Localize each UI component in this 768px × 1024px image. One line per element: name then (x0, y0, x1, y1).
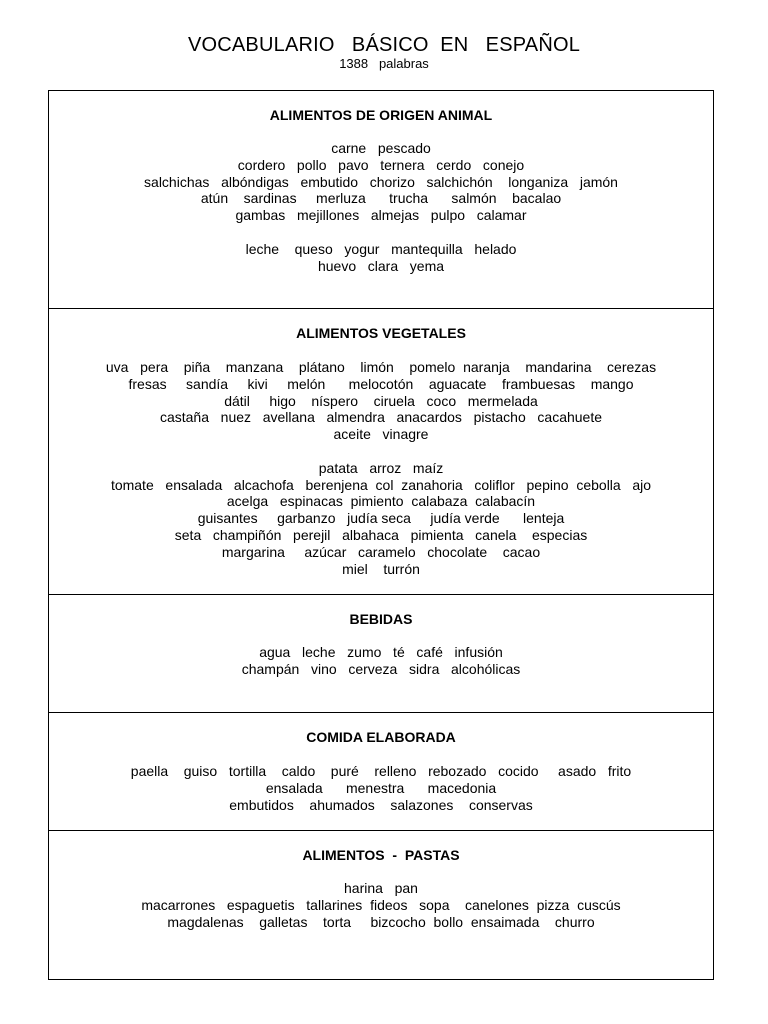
group-gap (49, 443, 713, 460)
word-line: margarina azúcar caramelo chocolate cacao (221, 543, 541, 560)
word-line: fresas sandía kivi melón melocotón aguacate frambuesas mango (128, 375, 634, 392)
word-line: agua leche zumo té café infusión (259, 644, 503, 660)
word-line: tomate ensalada alcachofa berenjena col zanahoria coliflor pepino cebolla ajo (110, 476, 652, 493)
word-line: gambas mejillones almejas pulpo calamar (235, 207, 527, 224)
word-line: seta champiñón perejil albahaca pimienta canela especias (174, 526, 588, 543)
word-line: ensalada menestra macedonia (265, 779, 497, 796)
word-line: macarrones espaguetis tallarines fideos sopa canelones pizza cuscús (141, 896, 621, 913)
word-line: atún sardinas merluza trucha salmón bacalao (200, 190, 562, 207)
word-line: harina pan (344, 880, 418, 896)
word-line: guisantes garbanzo judía seca judía verde lenteja (197, 510, 565, 527)
word-line: acelga espinacas pimiento calabaza calabacín (226, 493, 536, 510)
word-line: salchichas albóndigas embutido chorizo salchichón longaniza jamón (144, 173, 618, 190)
section-prepared-food (49, 713, 713, 831)
vocabulary-table (48, 90, 714, 980)
section-title: ALIMENTOS DE ORIGEN ANIMAL (269, 107, 493, 123)
word-list (49, 880, 713, 930)
word-list (49, 763, 713, 813)
document-title: VOCABULARIO BÁSICO EN ESPAÑOL (187, 34, 581, 56)
word-list (49, 644, 713, 678)
word-list (49, 140, 713, 274)
section-animal-foods (49, 91, 713, 309)
word-line: magdalenas galletas torta bizcocho bollo ensaimada churro (167, 913, 595, 930)
word-line: castaña nuez avellana almendra anacardos pistacho cacahuete (159, 409, 603, 426)
section-title: COMIDA ELABORADA (306, 729, 456, 745)
word-line: carne pescado (331, 140, 431, 156)
document-subtitle: 1388 palabras (339, 56, 429, 71)
section-vegetable-foods (49, 309, 713, 595)
word-list (49, 359, 713, 577)
word-line: leche queso yogur mantequilla helado (245, 240, 517, 257)
word-line: dátil higo níspero ciruela coco mermelada (224, 392, 538, 409)
word-line: patata arroz maíz (318, 459, 444, 476)
word-line: uva pera piña manzana plátano limón pomelo naranja mandarina cerezas (105, 359, 657, 375)
section-title: BEBIDAS (349, 611, 413, 627)
group-gap (49, 224, 713, 241)
word-line: aceite vinagre (333, 426, 429, 443)
word-line: cordero pollo pavo ternera cerdo conejo (237, 156, 525, 173)
word-line: miel turrón (342, 560, 420, 577)
word-line: huevo clara yema (317, 257, 445, 274)
word-line: paella guiso tortilla caldo puré relleno rebozado cocido asado frito (130, 763, 632, 779)
word-line: champán vino cerveza sidra alcohólicas (241, 660, 521, 677)
section-drinks (49, 595, 713, 713)
section-pasta (49, 831, 713, 979)
section-title: ALIMENTOS - PASTAS (302, 847, 460, 863)
section-title: ALIMENTOS VEGETALES (296, 325, 466, 341)
word-line: embutidos ahumados salazones conservas (229, 796, 533, 813)
